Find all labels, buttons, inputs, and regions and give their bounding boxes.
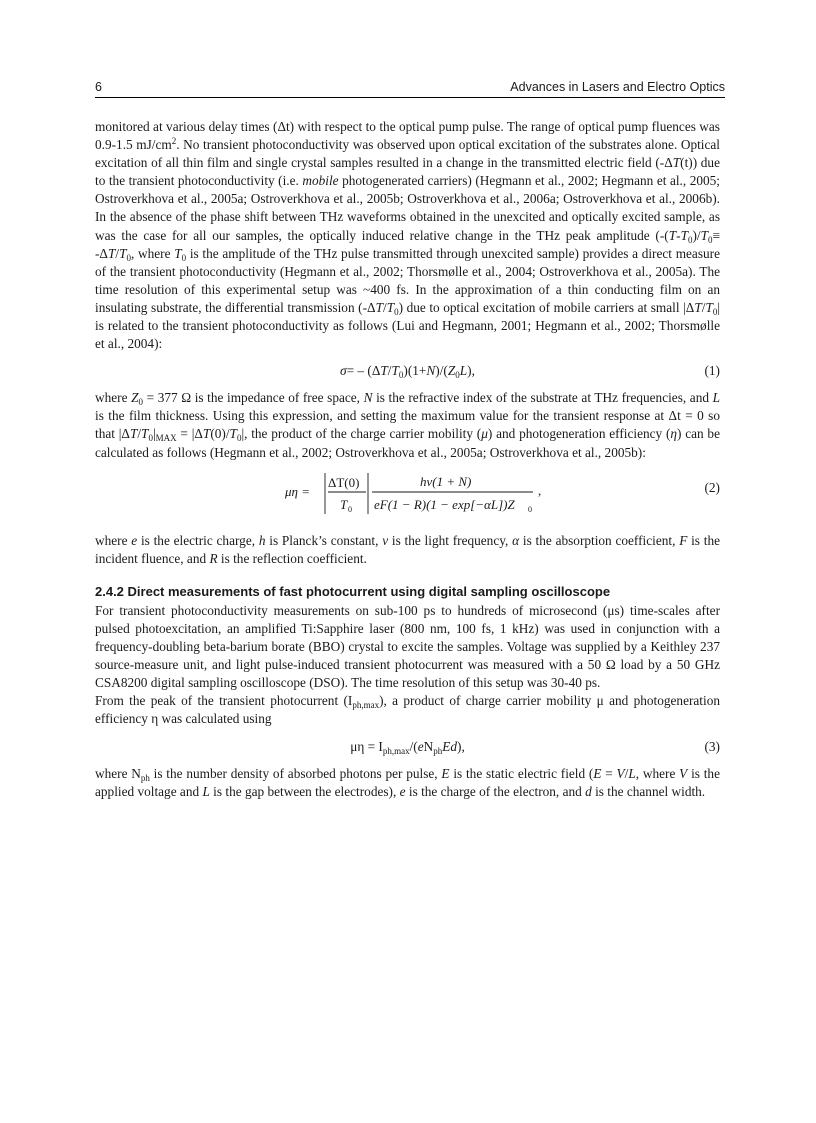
running-header	[95, 80, 725, 98]
paragraph-eq2-explanation: where e is the electric charge, h is Planck’s constant, ν is the light frequency, α is the absorption coefficient, F is the incident fluence, and R is the reflection coefficient.	[95, 532, 721, 566]
eq2-den1-sub: 0	[348, 504, 352, 514]
paragraph-dso-setup: For transient photoconductivity measurements on sub-100 ps to hundreds of microsecond (μs) time-scales after pulsed photoexcitation, an amplified Ti:Sapphire laser (800 nm, 100 fs, 1 kHz) was used in conjunction with a frequency-doubling beta-barium borate (BBO) crystal to excite the samples. Voltage was supplied by a Keithley 237 source-measure unit, and light pulse-induced transient photocurrent was measured with a 50 Ω load by a 50 GHz CSA8200 digital sampling oscilloscope (DSO). The time resolution of this setup was 30-40 ps.	[95, 602, 720, 691]
eq2-num2: hν(1 + N)	[420, 473, 472, 489]
eq2-lhs: μη =	[285, 483, 310, 499]
running-title: Advances in Lasers and Electro Optics	[510, 80, 725, 94]
equation-1-number: (1)	[704, 363, 720, 379]
equation-3	[95, 738, 720, 756]
header-rule	[95, 97, 725, 98]
body-text	[95, 118, 720, 801]
paragraph-photocurrent-peak: From the peak of the transient photocurrent $(I_{ph,max})$, a product of charge carrier mobility μ and photogeneration efficiency η was calculated using	[95, 693, 720, 727]
paragraph-eq3-explanation: where $N_{ph}$ is the number density of absorbed photons per pulse, E is the static electric field (E = V/L, where V is the applied voltage and L is the gap between the electrodes), e is the charge of the electron, and d is the channel width.	[95, 765, 720, 799]
eq2-den2: eF(1 − R)(1 − exp[−αL])Z	[374, 496, 515, 512]
eq2-den1: T	[340, 496, 348, 512]
page-number: 6	[95, 80, 102, 94]
equation-3-number: (3)	[704, 738, 720, 754]
equation-2-formula	[285, 468, 565, 522]
equation-1	[95, 362, 720, 380]
eq2-tail: ,	[538, 482, 542, 498]
eq2-den2-sub: 0	[528, 504, 532, 514]
paragraph-thz-measurement: monitored at various delay times (Δt) with respect to the optical pump pulse. The range of optical pump fluences was 0.9-1.5 $mJ/cm^2$. No transient photoconductivity was observed upon optical excitation of the substrates alone. Optical excitation of all thin film and single crystal samples resulted in a change in the transmitted electric field (-ΔT(t)) due to the transient photoconductivity (i.e. mobile photogenerated carriers) (Hegmann et al., 2002; Hegmann et al., 2005; Ostroverkhova et al., 2005a; Ostroverkhova et al., 2005b; Ostroverkhova et al., 2006a; Ostroverkhova et al., 2006b). In the absence of the phase shift between THz waveforms obtained in the unexcited and optically excited sample, as was the case for all our samples, the optically induced relative change in the THz peak amplitude ($-(T-T_0)/T_0\equiv -\Delta T/T_0$, where $T_0$ is the amplitude of the THz pulse transmitted through unexcited sample) provides a direct measure of the transient photoconductivity (Hegmann et al., 2002; Thorsmølle et al., 2004; Ostroverkhova et al., 2005a). The time resolution of this experimental setup was ~400 fs. In the approximation of a thin conducting film on an insulating substrate, the differential transmission $(-\Delta T/T_0)$ due to optical excitation of mobile carriers at small $|\Delta T/T_0|$ is related to the transient photoconductivity as follows (Lui and Hegmann, 2001; Hegmann et al., 2002; Thorsmølle et al., 2004):	[95, 119, 721, 352]
equation-1-formula: $\sigma= - (\Delta T/T_0)(1+N)/(Z_0L)$,	[340, 363, 475, 381]
equation-3-formula: $\mu\eta = I_{ph,max}/(eN_{ph}Ed)$,	[350, 738, 465, 756]
eq2-num1: ΔT(0)	[328, 474, 360, 490]
equation-2-number: (2)	[704, 479, 720, 495]
equation-2	[95, 468, 720, 524]
paragraph-eq1-explanation: where $Z_0 = 377$ Ω is the impedance of free space, N is the refractive index of the substrate at THz frequencies, and L is the film thickness. Using this expression, and setting the maximum value for the transient response at Δt = 0 so that $|\Delta T/T_0|_{MAX} = |\Delta T(0)/T_0|$, the product of the charge carrier mobility (μ) and photogeneration efficiency (η) can be calculated as follows (Hegmann et al., 2002; Ostroverkhova et al., 2005a; Ostroverkhova et al., 2005b):	[95, 390, 720, 460]
section-heading: 2.4.2 Direct measurements of fast photocurrent using digital sampling oscilloscope	[95, 583, 611, 599]
